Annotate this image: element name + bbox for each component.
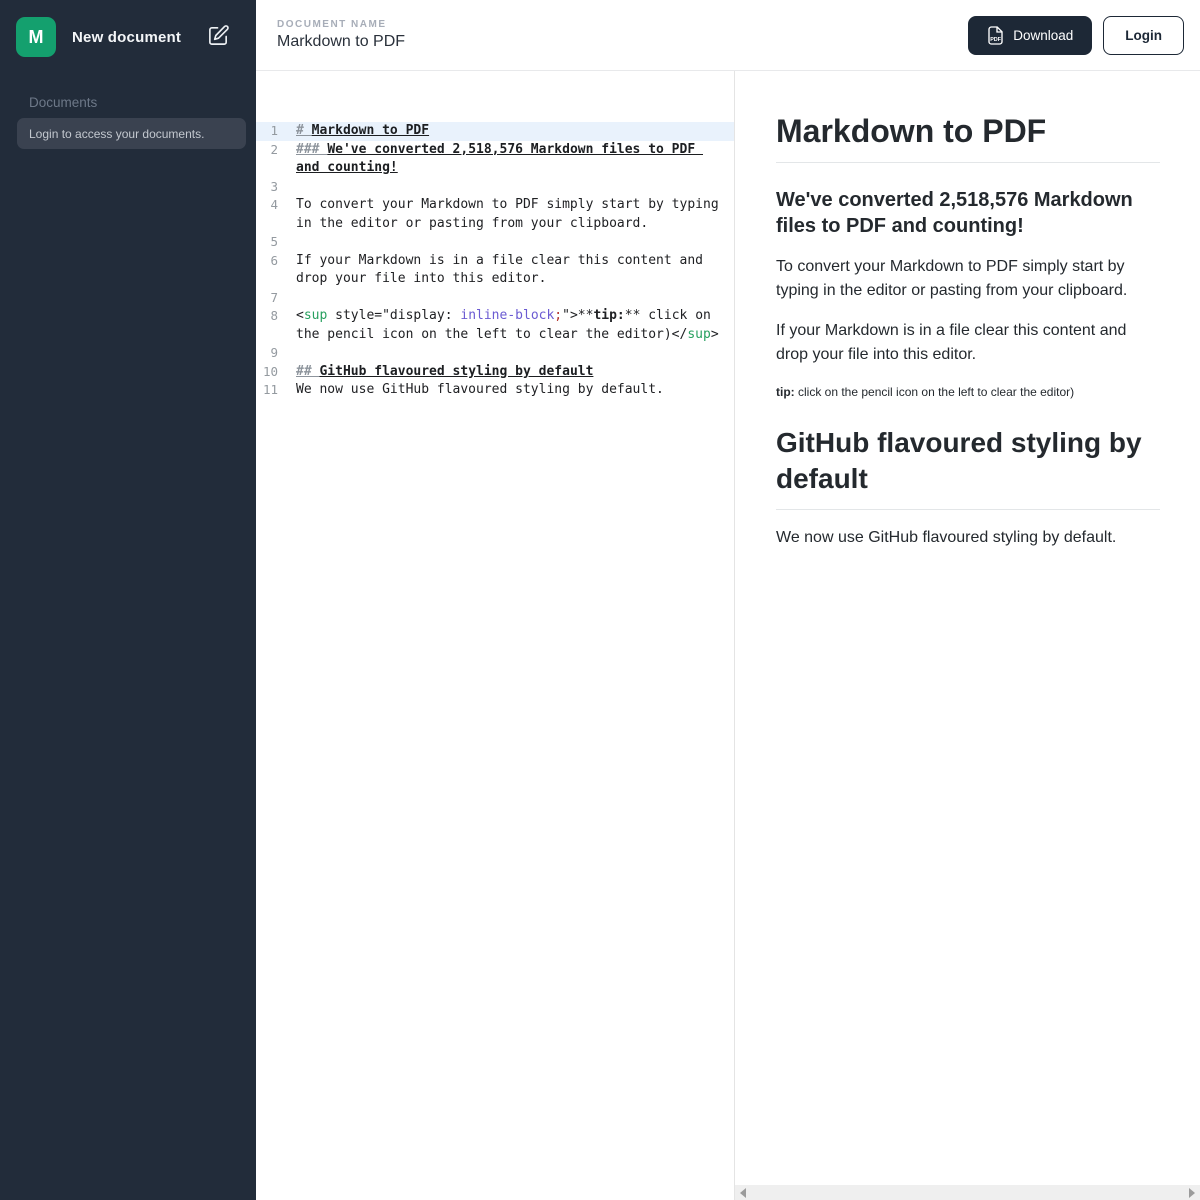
pdf-file-icon [987,25,1004,46]
markdown-editor[interactable] [256,71,735,1200]
tip-bold: tip: [776,385,795,399]
preview-paragraph: To convert your Markdown to PDF simply start by typing in the editor or pasting from your clipboard. [776,258,1128,299]
line-text: ### We've converted 2,518,576 Markdown files to PDF [296,141,703,157]
line-text: in the editor or pasting from your clipboard. [296,215,649,231]
new-document-label: New document [72,28,182,46]
editor-row[interactable] [256,159,734,178]
line-text: the pencil icon on the left to clear the editor)</sup> [296,326,719,342]
scroll-right-arrow-icon[interactable] [1189,1188,1195,1198]
editor-row[interactable] [256,233,734,252]
line-number: 8 [270,308,278,323]
editor-row[interactable] [256,307,734,326]
editor-code [256,122,734,400]
main-area [256,0,1200,1200]
line-number: 3 [270,178,278,194]
workspace [256,71,1200,1200]
line-number: 1 [270,123,278,138]
svg-text:PDF: PDF [990,36,1002,43]
preview-h2: GitHub flavoured styling by default [776,425,1160,510]
app-logo-letter: M [28,26,44,47]
pencil-square-icon [207,24,230,50]
line-number: 9 [270,345,278,360]
editor-row[interactable] [256,270,734,289]
line-number: 5 [270,234,278,249]
line-number [256,270,278,289]
scroll-left-arrow-icon[interactable] [740,1188,746,1198]
preview-pane [735,71,1200,1200]
line-number [256,326,278,345]
editor-row[interactable] [256,196,734,215]
download-label: Download [1013,27,1074,43]
preview-tip [776,383,1160,401]
preview-paragraph: We now use GitHub flavoured styling by default. [776,528,1117,546]
line-number: 6 [270,252,278,268]
line-number: 4 [270,197,278,212]
line-text: and counting! [296,160,398,175]
editor-row[interactable] [256,363,734,382]
editor-row[interactable] [256,178,734,197]
editor-row[interactable] [256,344,734,363]
new-document-button[interactable] [205,22,232,52]
line-text [278,289,296,308]
documents-section-label: Documents [29,95,98,110]
line-text: drop your file into this editor. [296,271,547,286]
header-actions [968,16,1184,55]
tip-text: click on the pencil icon on the left to clear the editor) [794,385,1075,399]
editor-row[interactable] [256,141,734,160]
editor-row[interactable] [256,215,734,234]
line-text: To convert your Markdown to PDF simply start by typing [296,197,719,212]
top-header [256,0,1200,71]
line-text: If your Markdown is in a file clear this content and [296,252,703,268]
line-number [256,159,278,178]
line-number [256,215,278,234]
line-number: 2 [270,141,278,157]
preview-paragraph: If your Markdown is in a file clear this content and drop your file into this editor. [776,322,1127,363]
line-text: <sup style="display: inline-block;">**tip:** click on [296,308,711,323]
login-notice: Login to access your documents. [17,118,246,149]
line-number: 10 [262,363,278,379]
horizontal-scrollbar[interactable] [735,1185,1200,1200]
editor-row[interactable] [256,122,734,141]
editor-row[interactable] [256,381,734,400]
document-meta [277,19,405,51]
editor-row[interactable] [256,289,734,308]
document-name-label: DOCUMENT NAME [277,19,387,30]
app-logo[interactable] [16,17,56,57]
download-button[interactable] [968,16,1092,55]
document-title[interactable]: Markdown to PDF [277,33,406,50]
line-text [278,344,296,363]
editor-row[interactable] [256,252,734,271]
line-number: 7 [270,289,278,305]
preview-h1: Markdown to PDF [776,111,1160,163]
sidebar-header [0,0,256,57]
editor-row[interactable] [256,326,734,345]
line-text: # Markdown to PDF [296,123,430,138]
login-button[interactable]: Login [1103,16,1184,55]
preview-h3: We've converted 2,518,576 Markdown files to PDF and counting! [776,189,1133,237]
line-number: 11 [262,382,278,397]
line-text [278,233,296,252]
sidebar [0,0,256,1200]
line-text: We now use GitHub flavoured styling by default. [296,382,664,397]
line-text [278,178,296,197]
line-text: ## GitHub flavoured styling by default [296,363,594,379]
